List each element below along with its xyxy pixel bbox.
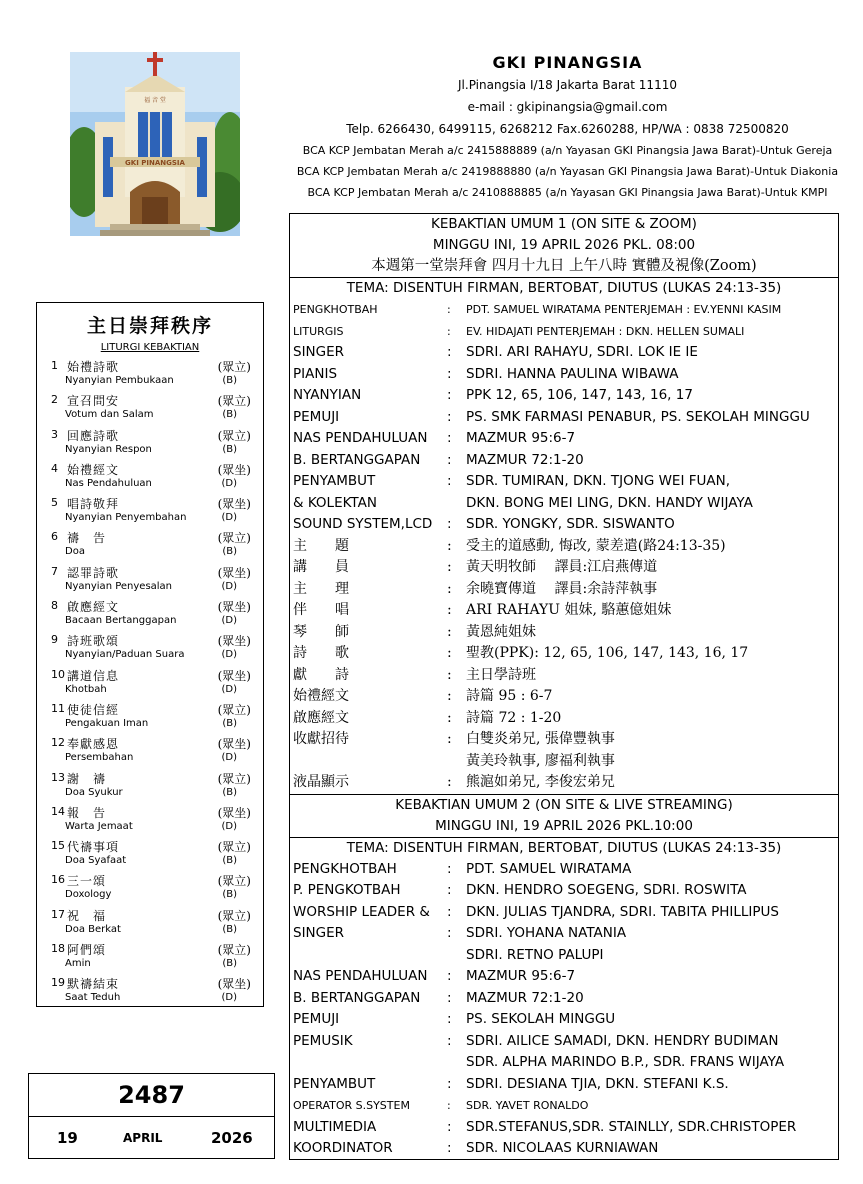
order-item-zh: 默禱結束 <box>67 977 120 992</box>
roster-row <box>290 407 838 429</box>
order-item-pos: (眾立) <box>217 394 251 409</box>
service1-roster-zh <box>290 536 838 794</box>
roster-colon: : <box>447 516 452 532</box>
order-item-id: Nyanyian Penyembahan <box>65 512 187 524</box>
order-item-code: (D) <box>221 992 237 1004</box>
roster-label: PEMUJI <box>293 408 340 425</box>
order-item-num: 8 <box>51 599 58 613</box>
order-item-zh: 啟應經文 <box>67 600 120 615</box>
order-item-id: Nyanyian/Paduan Suara <box>65 649 185 661</box>
order-item-num: 5 <box>51 496 58 510</box>
roster-label: NYANYIAN <box>293 387 362 403</box>
church-photo <box>70 52 240 236</box>
order-item-pos: (眾立) <box>217 771 251 786</box>
roster-colon: : <box>447 1075 452 1092</box>
bank-account-gereja: BCA KCP Jembatan Merah a/c 2415888889 (a/n Yayasan GKI Pinangsia Jawa Barat)-Untuk Gereja <box>302 144 833 157</box>
service1-heading-zh: 本週第一堂崇拜會 四月十九日 上午八時 實體及視像(Zoom) <box>371 258 757 274</box>
roster-value: 主日學詩班 <box>466 666 536 683</box>
roster-label: 主 理 <box>293 580 349 597</box>
order-item <box>37 734 263 768</box>
roster-colon: : <box>447 903 452 920</box>
roster-value: SDRI. ARI RAHAYU, SDRI. LOK IE IE <box>466 344 698 360</box>
roster-colon: : <box>447 1099 451 1112</box>
order-item-id: Nyanyian Penyesalan <box>65 580 173 592</box>
roster-colon: : <box>447 666 452 683</box>
roster-label: PIANIS <box>293 365 338 382</box>
roster-row <box>290 364 838 386</box>
roster-row <box>290 643 838 665</box>
order-item-id: Saat Teduh <box>65 992 121 1004</box>
roster-label: B. BERTANGGAPAN <box>293 451 421 468</box>
order-item-zh: 宣召問安 <box>67 394 120 409</box>
roster-row <box>290 859 838 881</box>
order-item <box>37 528 263 562</box>
order-subtitle: LITURGI KEBAKTIAN <box>100 342 200 353</box>
roster-value: MAZMUR 95:6-7 <box>466 968 576 984</box>
roster-row <box>290 514 838 536</box>
order-item-zh: 報 告 <box>67 805 107 820</box>
roster-value: PDT. SAMUEL WIRATAMA PENTERJEMAH : EV.YENNI KASIM <box>466 303 782 316</box>
order-title: 主日崇拜秩序 <box>86 315 213 337</box>
roster-colon: : <box>447 1032 452 1049</box>
roster-colon: : <box>447 709 452 726</box>
order-item-pos: (眾坐) <box>217 600 251 615</box>
order-item-id: Bacaan Bertanggapan <box>65 615 177 627</box>
service1-roster <box>290 299 838 536</box>
order-item-zh: 三一頌 <box>67 874 107 889</box>
roster-label: SOUND SYSTEM,LCD <box>293 516 433 532</box>
roster-label: & KOLEKTAN <box>293 494 377 511</box>
order-item-num: 13 <box>51 770 65 784</box>
order-item-zh: 詩班歌頌 <box>67 634 120 649</box>
roster-colon: : <box>447 645 452 661</box>
roster-label: NAS PENDAHULUAN <box>293 968 428 984</box>
order-item-pos: (眾立) <box>217 360 251 374</box>
roster-value: 受主的道感動, 悔改, 蒙差遣(路24:13-35) <box>466 537 726 554</box>
roster-value: 白雙炎弟兄, 張偉豐執事 <box>466 731 615 747</box>
roster-row <box>290 1117 838 1139</box>
roster-colon: : <box>447 303 451 316</box>
order-item-pos: (眾坐) <box>217 977 251 992</box>
roster-value: SDR. NICOLAAS KURNIAWAN <box>466 1140 659 1156</box>
roster-colon: : <box>447 882 452 898</box>
order-item-pos: (眾坐) <box>217 737 251 752</box>
order-item-pos: (眾坐) <box>217 634 251 649</box>
roster-row <box>290 729 838 751</box>
order-item-num: 14 <box>51 804 65 818</box>
order-item-zh: 始禮詩歌 <box>67 360 120 374</box>
order-item <box>37 391 263 425</box>
issue-year: 2026 <box>211 1129 253 1147</box>
issue-box <box>28 1073 275 1159</box>
roster-label: PENYAMBUT <box>293 1075 376 1092</box>
roster-value: MAZMUR 72:1-20 <box>466 989 584 1006</box>
order-item-zh: 謝 禱 <box>67 771 107 786</box>
roster-label: 詩 歌 <box>293 645 349 661</box>
issue-number: 2487 <box>29 1074 274 1117</box>
service2-datetime: MINGGU INI, 19 APRIL 2026 PKL.10:00 <box>435 817 693 834</box>
roster-value: 黃美玲執事, 廖福利執事 <box>466 752 615 769</box>
bank-account-diakonia: BCA KCP Jembatan Merah a/c 2419888880 (a/n Yayasan GKI Pinangsia Jawa Barat)-Untuk Diakonia <box>296 165 839 178</box>
order-item-num: 10 <box>51 667 65 681</box>
roster-colon: : <box>447 537 452 554</box>
roster-row <box>290 1052 838 1074</box>
roster-row <box>290 450 838 472</box>
roster-label: 收獻招待 <box>293 731 349 747</box>
roster-colon: : <box>447 473 452 489</box>
roster-row <box>290 428 838 450</box>
order-item-code: (B) <box>222 717 237 729</box>
order-item-code: (B) <box>222 923 237 935</box>
order-item-id: Nas Pendahuluan <box>65 477 152 489</box>
roster-label: 伴 唱 <box>293 602 349 618</box>
order-item-num: 4 <box>51 461 58 475</box>
roster-row <box>290 471 838 493</box>
order-item-zh: 回應詩歌 <box>67 428 120 443</box>
order-item-zh: 祝 福 <box>67 908 107 923</box>
order-item-code: (D) <box>221 752 237 764</box>
roster-value: SDRI. YOHANA NATANIA <box>466 925 627 941</box>
order-item-num: 16 <box>51 873 65 887</box>
order-item <box>37 906 263 940</box>
roster-colon: : <box>447 688 452 704</box>
service2-theme: TEMA: DISENTUH FIRMAN, BERTOBAT, DIUTUS (LUKAS 24:13-35) <box>346 839 782 856</box>
order-item-code: (D) <box>221 580 237 592</box>
roster-colon: : <box>447 774 452 790</box>
roster-row <box>290 385 838 407</box>
roster-row <box>290 902 838 924</box>
roster-row <box>290 708 838 730</box>
order-item-code: (B) <box>222 889 237 901</box>
order-item-num: 9 <box>51 633 58 647</box>
roster-colon: : <box>447 860 452 877</box>
roster-value: 熊滬如弟兄, 李俊宏弟兄 <box>466 774 615 790</box>
order-item <box>37 460 263 494</box>
order-item <box>37 837 263 871</box>
order-item-id: Persembahan <box>65 752 134 764</box>
roster-colon: : <box>447 451 452 468</box>
service1-heading: KEBAKTIAN UMUM 1 (ON SITE & ZOOM) <box>431 216 697 232</box>
order-item-pos: (眾立) <box>217 874 251 889</box>
issue-month: APRIL <box>123 1131 163 1145</box>
order-item-pos: (眾立) <box>217 840 251 855</box>
order-item <box>37 426 263 460</box>
order-item-code: (B) <box>222 375 237 386</box>
order-item-id: Votum dan Salam <box>65 409 154 421</box>
order-item-id: Doxology <box>65 889 112 901</box>
order-item-pos: (眾坐) <box>217 805 251 820</box>
roster-value: DKN. BONG MEI LING, DKN. HANDY WIJAYA <box>466 494 753 511</box>
building-sign: GKI PINANGSIA <box>125 159 185 167</box>
roster-colon: : <box>447 1140 452 1156</box>
church-address: Jl.Pinangsia I/18 Jakarta Barat 11110 <box>458 78 677 92</box>
roster-row <box>290 1095 838 1117</box>
roster-row <box>290 772 838 794</box>
roster-row <box>290 299 838 321</box>
roster-colon: : <box>447 365 452 382</box>
order-item <box>37 563 263 597</box>
order-item <box>37 631 263 665</box>
order-item-code: (D) <box>221 820 237 832</box>
order-item-pos: (眾坐) <box>217 668 251 683</box>
order-item-num: 19 <box>51 976 65 990</box>
roster-row <box>290 945 838 967</box>
order-item-code: (B) <box>222 546 237 558</box>
roster-colon: : <box>447 731 452 747</box>
order-item <box>37 494 263 528</box>
roster-row <box>290 579 838 601</box>
roster-row <box>290 751 838 773</box>
church-email: e-mail : gkipinangsia@gmail.com <box>467 100 668 114</box>
order-item-zh: 奉獻感恩 <box>67 737 120 752</box>
order-item-zh: 阿們頌 <box>67 943 107 958</box>
roster-value: SDRI. RETNO PALUPI <box>466 946 604 963</box>
roster-label: 主 題 <box>293 537 349 554</box>
roster-label: B. BERTANGGAPAN <box>293 989 421 1006</box>
roster-label: SINGER <box>293 925 345 941</box>
roster-label: PENGKHOTBAH <box>293 860 397 877</box>
roster-value: ARI RAHAYU 姐妹, 駱蕙億姐妹 <box>466 602 672 618</box>
roster-row <box>290 923 838 945</box>
order-item-num: 3 <box>51 427 58 441</box>
roster-value: MAZMUR 72:1-20 <box>466 451 584 468</box>
roster-row <box>290 988 838 1010</box>
roster-value: SDR. ALPHA MARINDO B.P., SDR. FRANS WIJAYA <box>466 1054 785 1070</box>
order-item-zh: 講道信息 <box>67 668 120 683</box>
church-name: GKI PINANGSIA <box>492 53 643 72</box>
roster-row <box>290 321 838 343</box>
order-item-num: 18 <box>51 942 65 956</box>
order-item-id: Nyanyian Respon <box>65 443 152 455</box>
roster-row <box>290 665 838 687</box>
roster-label: 琴 師 <box>293 623 349 640</box>
roster-row <box>290 880 838 902</box>
order-item <box>37 597 263 631</box>
order-item-id: Nyanyian Pembukaan <box>65 375 174 386</box>
roster-value: 詩篇 95 : 6-7 <box>466 688 553 704</box>
roster-row <box>290 536 838 558</box>
roster-value: EV. HIDAJATI PENTERJEMAH : DKN. HELLEN SUMALI <box>466 324 745 338</box>
roster-colon: : <box>447 408 452 425</box>
roster-label: 講 員 <box>293 559 349 575</box>
roster-value: SDR. TUMIRAN, DKN. TJONG WEI FUAN, <box>466 473 731 489</box>
issue-date <box>29 1117 274 1159</box>
order-item-pos: (眾坐) <box>217 462 251 477</box>
roster-row <box>290 600 838 622</box>
roster-value: PDT. SAMUEL WIRATAMA <box>466 860 632 877</box>
order-item-id: Khotbah <box>65 683 107 695</box>
roster-colon: : <box>447 344 452 360</box>
order-item-code: (D) <box>221 683 237 695</box>
roster-value: 詩篇 72 : 1-20 <box>466 709 562 726</box>
roster-colon: : <box>447 925 452 941</box>
roster-row <box>290 686 838 708</box>
order-item <box>37 769 263 803</box>
roster-colon: : <box>447 602 452 618</box>
roster-value: PPK 12, 65, 106, 147, 143, 16, 17 <box>466 387 693 403</box>
order-item-id: Amin <box>65 958 91 970</box>
roster-label: PEMUSIK <box>293 1032 353 1049</box>
roster-label: LITURGIS <box>293 324 344 338</box>
roster-value: SDR.STEFANUS,SDR. STAINLLY, SDR.CHRISTOPER <box>466 1118 797 1135</box>
roster-row <box>290 1031 838 1053</box>
order-item-num: 12 <box>51 736 65 750</box>
roster-value: PS. SEKOLAH MINGGU <box>466 1011 616 1027</box>
order-item-num: 17 <box>51 907 65 921</box>
order-item-code: (D) <box>221 649 237 661</box>
order-of-worship <box>36 302 264 1007</box>
roster-value: SDRI. DESIANA TJIA, DKN. STEFANI K.S. <box>466 1075 729 1092</box>
roster-colon: : <box>447 1011 452 1027</box>
order-item-code: (B) <box>222 855 237 867</box>
roster-value: SDR. YONGKY, SDR. SISWANTO <box>466 516 675 532</box>
order-item-zh: 禱 告 <box>67 531 107 546</box>
roster-value: DKN. JULIAS TJANDRA, SDRI. TABITA PHILLIPUS <box>466 903 779 920</box>
roster-row <box>290 622 838 644</box>
roster-colon: : <box>447 968 452 984</box>
roster-value: 聖教(PPK): 12, 65, 106, 147, 143, 16, 17 <box>466 645 749 661</box>
bank-account-kmpi: BCA KCP Jembatan Merah a/c 2410888885 (a/n Yayasan GKI Pinangsia Jawa Barat)-Untuk KMPI <box>307 186 828 199</box>
service1-theme: TEMA: DISENTUH FIRMAN, BERTOBAT, DIUTUS (LUKAS 24:13-35) <box>346 280 782 296</box>
order-item-code: (D) <box>221 477 237 489</box>
roster-colon: : <box>447 989 452 1006</box>
roster-colon: : <box>447 623 452 640</box>
order-item-pos: (眾立) <box>217 531 251 546</box>
roster-colon: : <box>447 559 452 575</box>
roster-row <box>290 966 838 988</box>
order-item-zh: 認罪詩歌 <box>67 565 120 580</box>
order-item <box>37 803 263 837</box>
order-item-id: Doa Syafaat <box>65 855 127 867</box>
roster-label: 啟應經文 <box>293 709 349 726</box>
roster-label: 獻 詩 <box>293 666 349 683</box>
order-item-code: (D) <box>221 615 237 627</box>
roster-label: OPERATOR S.SYSTEM <box>293 1099 410 1112</box>
order-item-code: (D) <box>221 512 237 524</box>
order-item-num: 1 <box>51 359 58 372</box>
order-item-id: Doa Syukur <box>65 786 123 798</box>
church-header <box>280 52 855 203</box>
order-item-pos: (眾立) <box>217 702 251 717</box>
service-schedule <box>289 213 839 1160</box>
roster-value: SDRI. HANNA PAULINA WIBAWA <box>466 365 679 382</box>
order-item-pos: (眾坐) <box>217 497 251 512</box>
roster-label: PENYAMBUT <box>293 473 376 489</box>
order-item <box>37 871 263 905</box>
order-item-num: 2 <box>51 393 58 407</box>
roster-value: MAZMUR 95:6-7 <box>466 430 576 446</box>
order-item-id: Pengakuan Iman <box>65 717 149 729</box>
service2-roster <box>290 859 838 1160</box>
roster-value: PS. SMK FARMASI PENABUR, PS. SEKOLAH MINGGU <box>466 408 810 425</box>
roster-value: DKN. HENDRO SOEGENG, SDRI. ROSWITA <box>466 882 747 898</box>
order-item-pos: (眾立) <box>217 428 251 443</box>
issue-day: 19 <box>57 1129 78 1147</box>
roster-label: 液晶顯示 <box>293 774 349 790</box>
order-item-zh: 代禱事項 <box>67 840 120 855</box>
order-item-id: Doa <box>65 546 85 558</box>
order-item-code: (B) <box>222 443 237 455</box>
order-item-pos: (眾坐) <box>217 565 251 580</box>
order-item-pos: (眾立) <box>217 908 251 923</box>
order-item-num: 11 <box>51 701 65 715</box>
roster-value: SDR. YAVET RONALDO <box>466 1099 589 1112</box>
order-item-zh: 唱詩敬拜 <box>67 497 120 512</box>
service2-heading: KEBAKTIAN UMUM 2 (ON SITE & LIVE STREAMING) <box>395 796 733 813</box>
order-list <box>37 357 263 1009</box>
order-item <box>37 357 263 391</box>
roster-label: WORSHIP LEADER & <box>293 903 430 920</box>
roster-colon: : <box>447 324 451 338</box>
order-item-code: (B) <box>222 958 237 970</box>
roster-value: 黃恩純姐妹 <box>466 623 536 640</box>
roster-colon: : <box>447 1118 452 1135</box>
roster-row <box>290 557 838 579</box>
roster-colon: : <box>447 580 452 597</box>
building-sign-zh: 福 音 堂 <box>144 97 166 104</box>
roster-value: 黃天明牧師 譯員:江启燕傳道 <box>466 559 658 575</box>
roster-label: P. PENGKOTBAH <box>293 882 401 898</box>
roster-label: SINGER <box>293 344 345 360</box>
order-item <box>37 666 263 700</box>
order-item-code: (B) <box>222 786 237 798</box>
roster-label: KOORDINATOR <box>293 1140 393 1156</box>
roster-label: PENGKHOTBAH <box>293 303 378 316</box>
roster-row <box>290 1009 838 1031</box>
order-item-id: Warta Jemaat <box>65 820 133 832</box>
order-item-num: 7 <box>51 564 58 578</box>
roster-label: MULTIMEDIA <box>293 1118 377 1135</box>
order-item <box>37 700 263 734</box>
roster-colon: : <box>447 430 452 446</box>
order-item-id: Doa Berkat <box>65 923 121 935</box>
roster-row <box>290 1138 838 1160</box>
order-item <box>37 940 263 974</box>
service1-datetime: MINGGU INI, 19 APRIL 2026 PKL. 08:00 <box>432 237 696 253</box>
order-item-zh: 始禮經文 <box>67 462 120 477</box>
roster-label: 始禮經文 <box>293 688 349 704</box>
roster-value: SDRI. AILICE SAMADI, DKN. HENDRY BUDIMAN <box>466 1032 779 1049</box>
roster-row <box>290 1074 838 1096</box>
roster-label: PEMUJI <box>293 1011 340 1027</box>
roster-colon: : <box>447 387 452 403</box>
order-item-pos: (眾立) <box>217 943 251 958</box>
order-item-num: 15 <box>51 839 65 853</box>
roster-label: NAS PENDAHULUAN <box>293 430 428 446</box>
roster-row <box>290 342 838 364</box>
church-phone: Telp. 6266430, 6499115, 6268212 Fax.6260288, HP/WA : 0838 72500820 <box>346 122 789 136</box>
order-item-num: 6 <box>51 530 58 544</box>
order-item <box>37 974 263 1008</box>
roster-row <box>290 493 838 515</box>
order-item-code: (B) <box>222 409 237 421</box>
order-item-zh: 使徒信經 <box>67 702 120 717</box>
roster-value: 余曉寶傳道 譯員:余詩萍執事 <box>466 580 658 597</box>
church-building-image <box>70 52 240 236</box>
